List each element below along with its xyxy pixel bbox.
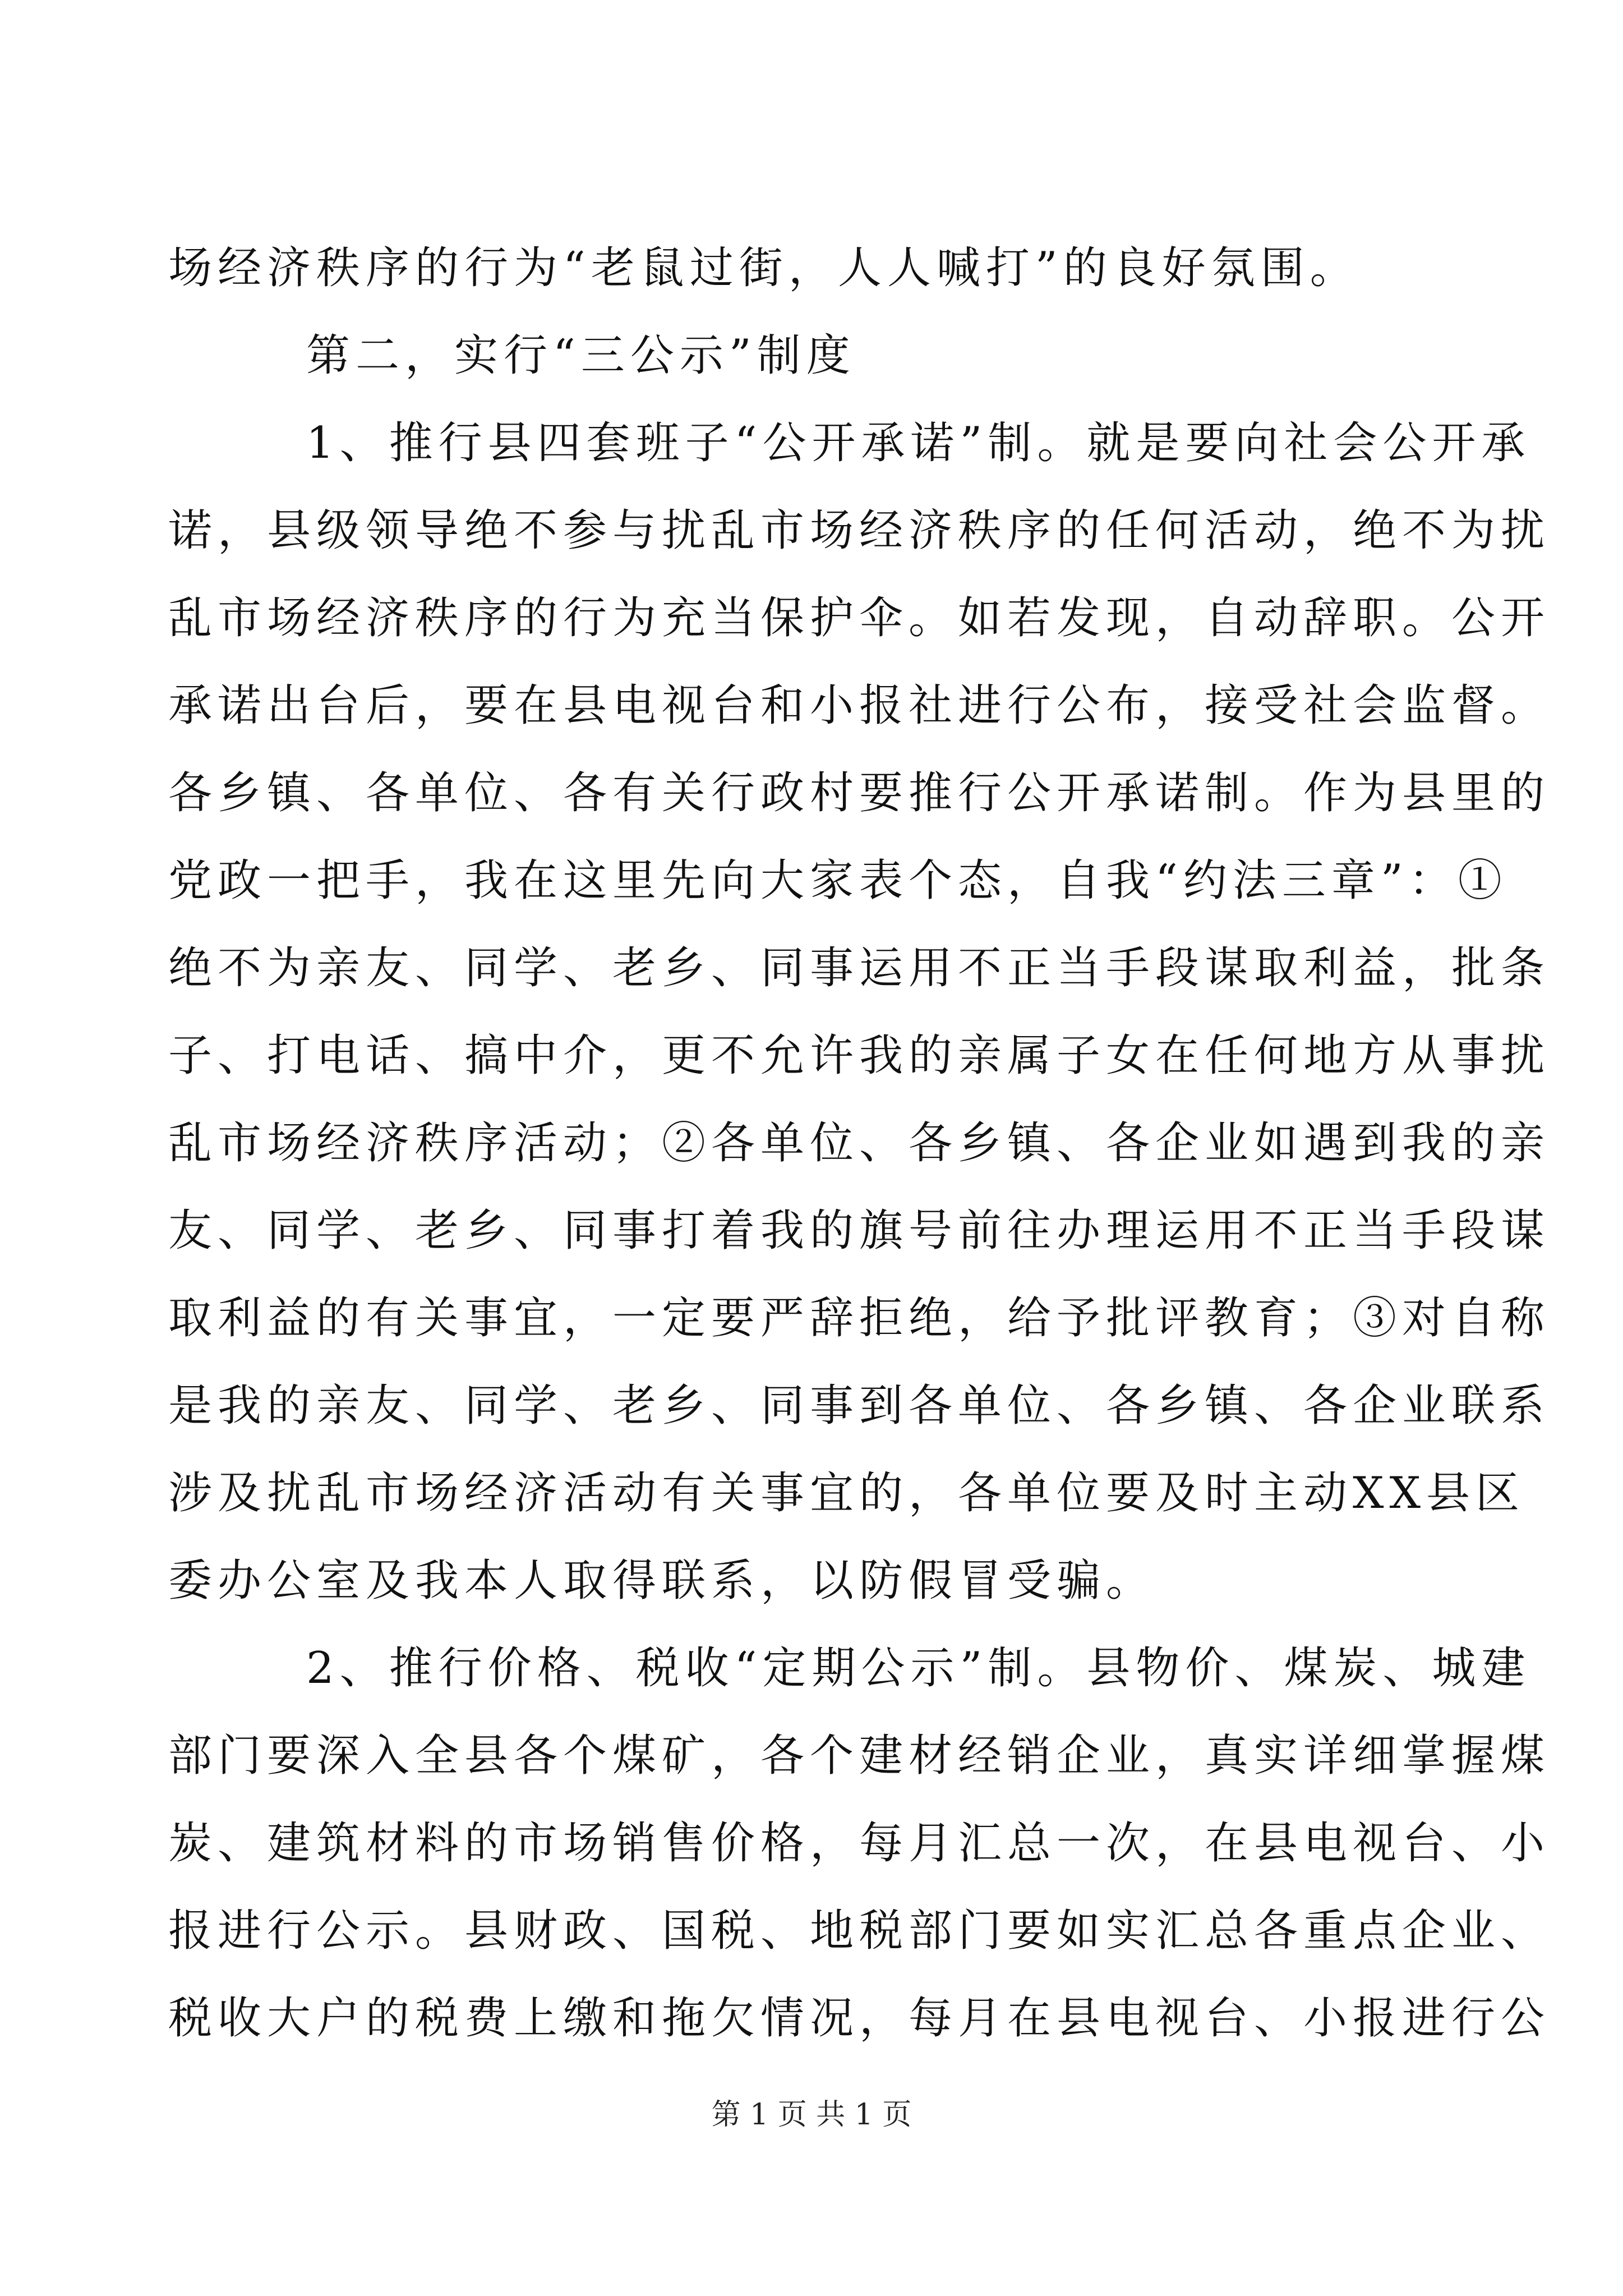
body-line: 各乡镇、各单位、各有关行政村要推行公开承诺制。作为县里的 <box>168 768 1551 818</box>
body-line: 涉及扰乱市场经济活动有关事宜的，各单位要及时主动XX县区 <box>168 1468 1525 1519</box>
body-line: 乱市场经济秩序活动；②各单位、各乡镇、各企业如遇到我的亲 <box>168 1118 1551 1168</box>
body-line: 党政一把手，我在这里先向大家表个态，自我“约法三章”：① <box>168 855 1507 906</box>
section-heading: 第二，实行“三公示”制度 <box>306 330 856 381</box>
body-line: 子、打电话、搞中介，更不允许我的亲属子女在任何地方从事扰 <box>168 1030 1551 1081</box>
paragraph-2-start: 2、推行价格、税收“定期公示”制。县物价、煤炭、城建 <box>306 1643 1531 1694</box>
document-body <box>168 224 1551 2062</box>
body-line: 取利益的有关事宜，一定要严辞拒绝，给予批评教育；③对自称 <box>168 1293 1551 1343</box>
page-number-footer: 第 1 页 共 1 页 <box>711 2098 912 2132</box>
body-line: 是我的亲友、同学、老乡、同事到各单位、各乡镇、各企业联系 <box>168 1381 1551 1431</box>
body-line: 诺，县级领导绝不参与扰乱市场经济秩序的任何活动，绝不为扰 <box>168 505 1551 556</box>
body-line: 绝不为亲友、同学、老乡、同事运用不正当手段谋取利益，批条 <box>168 943 1551 993</box>
paragraph-1-start: 1、推行县四套班子“公开承诺”制。就是要向社会公开承 <box>306 418 1531 468</box>
body-line: 税收大户的税费上缴和拖欠情况，每月在县电视台、小报进行公 <box>168 1993 1551 2044</box>
body-line: 承诺出台后，要在县电视台和小报社进行公布，接受社会监督。 <box>168 680 1551 731</box>
body-line: 乱市场经济秩序的行为充当保护伞。如若发现，自动辞职。公开 <box>168 593 1551 643</box>
body-line: 部门要深入全县各个煤矿，各个建材经销企业，真实详细掌握煤 <box>168 1731 1551 1781</box>
body-line: 场经济秩序的行为“老鼠过街，人人喊打”的良好氛围。 <box>168 243 1359 293</box>
body-line: 报进行公示。县财政、国税、地税部门要如实汇总各重点企业、 <box>168 1906 1551 1956</box>
body-line: 友、同学、老乡、同事打着我的旗号前往办理运用不正当手段谋 <box>168 1205 1551 1256</box>
body-line: 炭、建筑材料的市场销售价格，每月汇总一次，在县电视台、小 <box>168 1818 1551 1869</box>
body-line: 委办公室及我本人取得联系，以防假冒受骗。 <box>168 1556 1156 1606</box>
